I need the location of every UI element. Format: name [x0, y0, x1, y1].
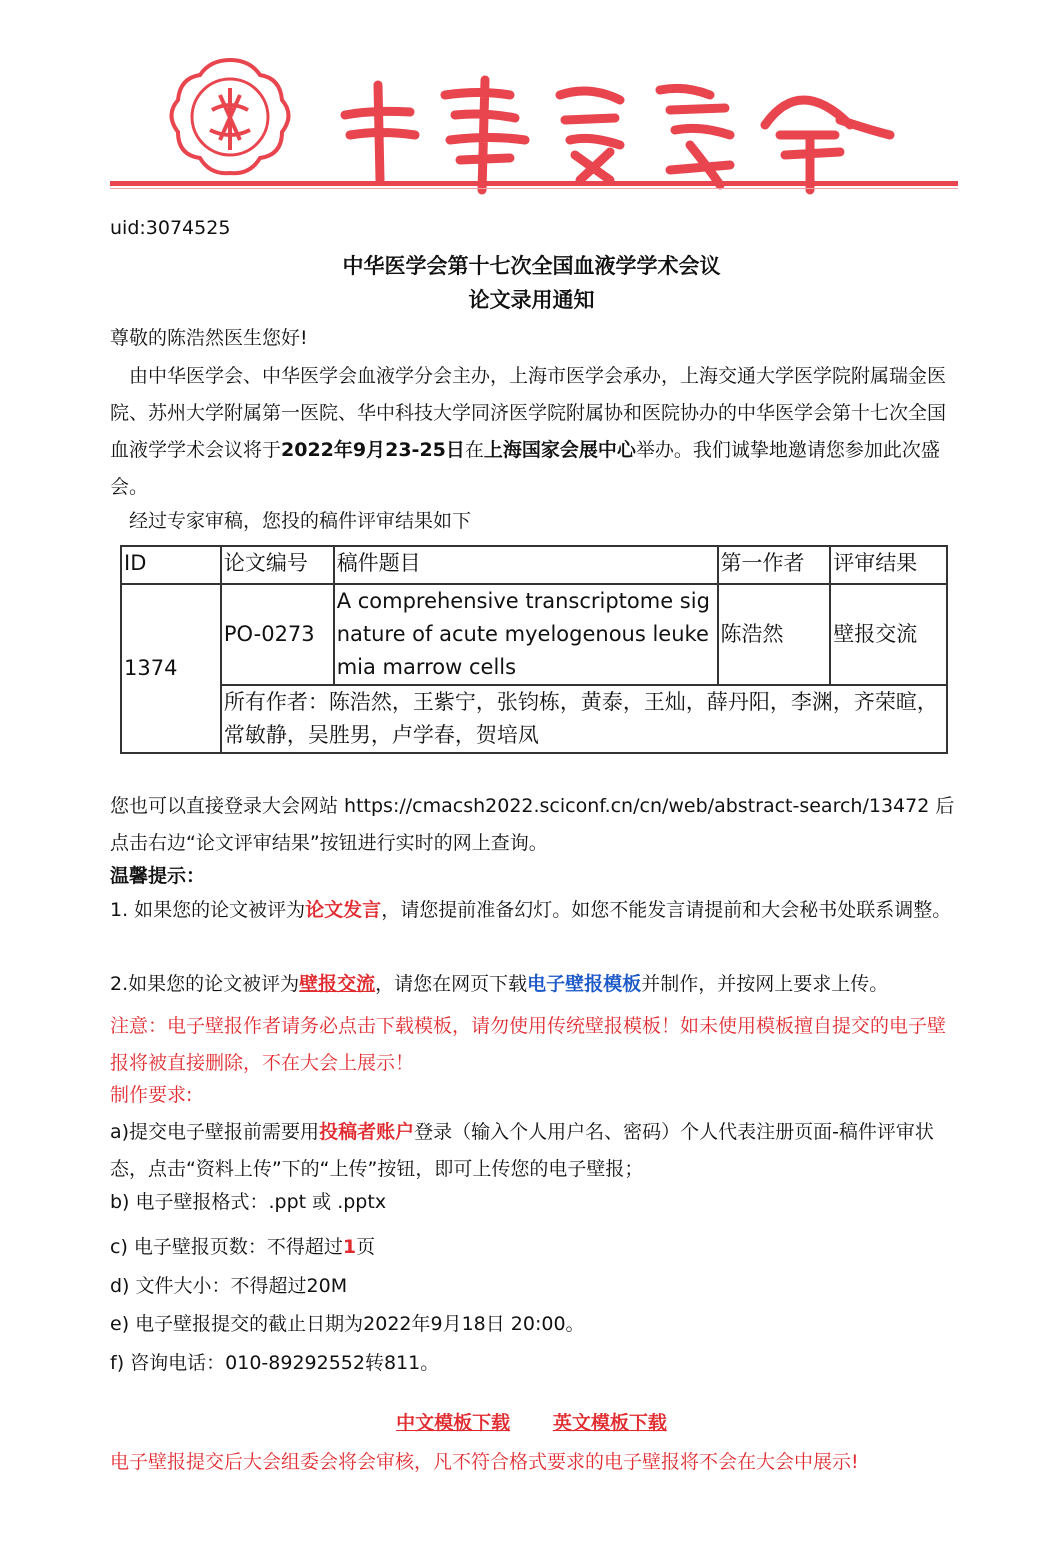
- review-result: 壁报交流: [830, 584, 947, 685]
- tip-2: 2.如果您的论文被评为壁报交流，请您在网页下载电子壁报模板并制作，并按网上要求上传。: [110, 973, 889, 995]
- requirement-b: b) 电子壁报格式：.ppt 或 .pptx: [110, 1191, 387, 1213]
- cn-template-download-link[interactable]: 中文模板下载: [396, 1412, 511, 1434]
- paper-number: PO-0273: [221, 584, 334, 685]
- header-divider-thin: [110, 188, 958, 189]
- website-paragraph: 您也可以直接登录大会网站 https://cmacsh2022.sciconf.cn/cn/web/abstract-search/13472 后点击右边“论文评审结果”按钮进行实时的网上查询。: [110, 795, 955, 854]
- conference-website-link[interactable]: https://cmacsh2022.sciconf.cn/cn/web/abstract-search/13472: [344, 795, 930, 817]
- notice-title: 中华医学会第十七次全国血液学学术会议: [342, 254, 721, 278]
- requirements-title: 制作要求:: [110, 1084, 193, 1106]
- first-author: 陈浩然: [718, 584, 831, 685]
- letterhead-logo: [110, 40, 960, 200]
- tips-title: 温馨提示：: [110, 865, 206, 887]
- intro-paragraph: 由中华医学会、中华医学会血液学分会主办，上海市医学会承办，上海交通大学医学院附属瑞金医院、苏州大学附属第一医院、华中科技大学同济医学院附属协和医院协办的中华医学会第十七次全国血液学学术会议将于2022年9月23-25日在上海国家会展中心举办。我们诚挚地邀请您参加此次盛会。: [110, 365, 947, 498]
- table-header-id: ID: [121, 546, 221, 584]
- conference-date: 2022年9月23-25日: [281, 439, 465, 461]
- poster-exchange-highlight: 壁报交流: [299, 973, 376, 995]
- en-template-download-link[interactable]: 英文模板下载: [552, 1412, 667, 1434]
- greeting: 尊敬的陈浩然医生您好!: [110, 327, 308, 349]
- template-warning: 注意：电子壁报作者请务必点击下载模板，请勿使用传统壁报模板！如未使用模板擅自提交的电子壁报将被直接删除，不在大会上展示！: [110, 1015, 947, 1074]
- page-limit-number: 1: [342, 1236, 357, 1258]
- poster-template-link[interactable]: 电子壁报模板: [527, 973, 642, 995]
- all-authors: 所有作者：陈浩然，王紫宁，张钧栋，黄泰，王灿，薛丹阳，李渊，齐荣暄，常敏静，吴胜男，卢学春，贺培凤: [221, 685, 947, 753]
- requirement-c: c) 电子壁报页数：不得超过1页: [110, 1236, 376, 1258]
- submitter-account-highlight: 投稿者账户: [319, 1121, 415, 1143]
- notice-subtitle: 论文录用通知: [468, 288, 595, 312]
- template-download-links: [0, 1408, 1063, 1435]
- conference-venue: 上海国家会展中心: [483, 439, 636, 461]
- requirement-a: a)提交电子壁报前需要用投稿者账户登录（输入个人用户名、密码）个人代表注册页面-稿件评审状态，点击“资料上传”下的“上传”按钮，即可上传您的电子壁报；: [110, 1121, 934, 1180]
- header-divider: [110, 181, 958, 186]
- review-intro: 经过专家审稿，您投的稿件评审结果如下: [129, 510, 472, 532]
- table-header-row: [121, 546, 947, 584]
- requirement-d: d) 文件大小：不得超过20M: [110, 1275, 348, 1297]
- authors-row: [121, 685, 947, 753]
- requirement-f: f) 咨询电话：010-89292552转811。: [110, 1352, 440, 1374]
- uid-label: uid:3074525: [110, 217, 231, 239]
- table-header-result: 评审结果: [830, 546, 947, 584]
- table-header-first-author: 第一作者: [718, 546, 831, 584]
- review-result-table: [120, 545, 948, 754]
- footer-notice: 电子壁报提交后大会组委会将会审核，凡不符合格式要求的电子壁报将不会在大会中展示!: [110, 1451, 859, 1473]
- tip-1: 1. 如果您的论文被评为论文发言，请您提前准备幻灯。如您不能发言请提前和大会秘书处联系调整。: [110, 899, 952, 921]
- paper-title: A comprehensive transcriptome signature of acute myelogenous leukemia marrow cells: [334, 584, 718, 685]
- table-header-title: 稿件题目: [334, 546, 718, 584]
- paper-id: 1374: [121, 584, 221, 753]
- calligraphy-name: [345, 80, 890, 190]
- association-seal-icon: [172, 60, 289, 173]
- requirement-e: e) 电子壁报提交的截止日期为2022年9月18日 20:00。: [110, 1313, 585, 1335]
- table-row: [121, 584, 947, 685]
- table-header-paper-no: 论文编号: [221, 546, 334, 584]
- oral-presentation-highlight: 论文发言: [305, 899, 382, 921]
